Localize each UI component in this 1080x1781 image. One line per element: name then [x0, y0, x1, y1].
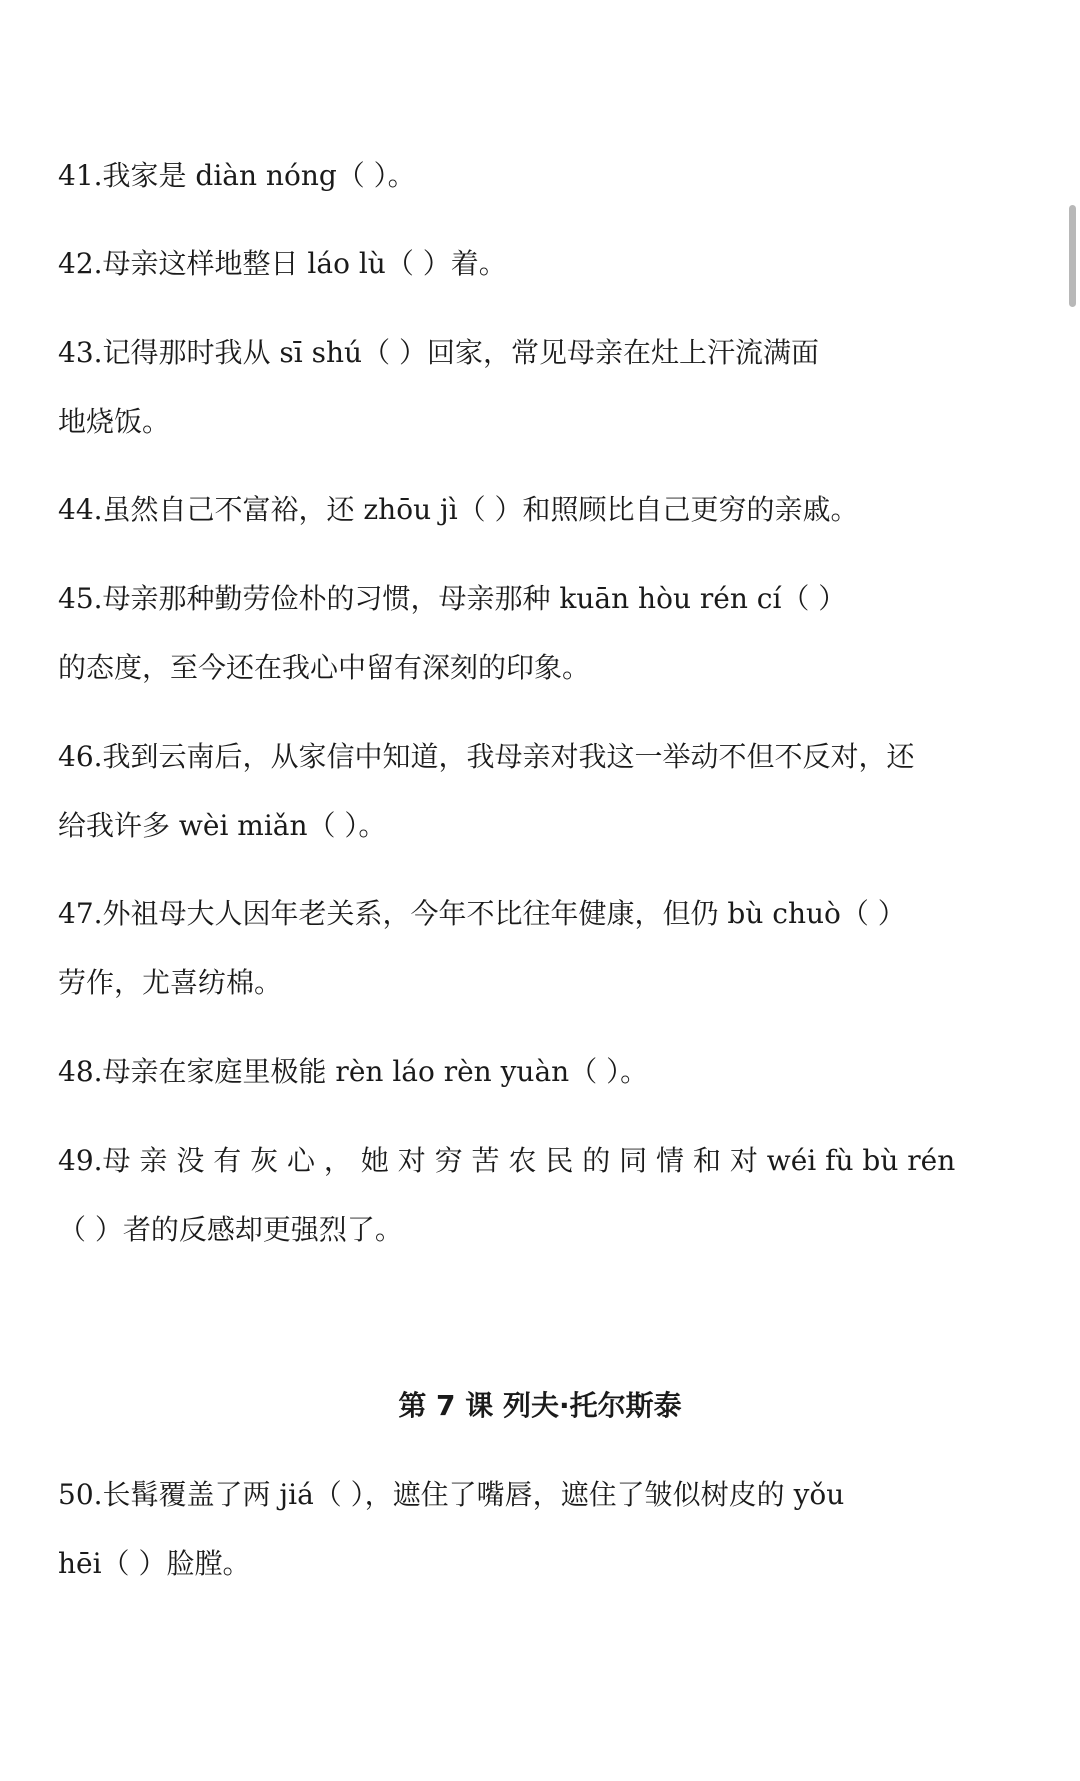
question-49-line-2: （ ）者的反感却更强烈了。 — [58, 1213, 403, 1246]
vertical-scrollbar-thumb[interactable] — [1069, 205, 1076, 307]
question-44-line-1: 44.虽然自己不富裕，还 zhōu jì（ ）和照顾比自己更穷的亲戚。 — [58, 493, 859, 526]
question-43-line-1: 43.记得那时我从 sī shú（ ）回家，常见母亲在灶上汗流满面 — [58, 336, 819, 369]
question-43-line-2: 地烧饭。 — [58, 405, 171, 438]
section-title-lesson-7: 第 7 课 列夫·托尔斯泰 — [398, 1389, 682, 1422]
question-46-line-1: 46.我到云南后，从家信中知道，我母亲对我这一举动不但不反对，还 — [58, 740, 915, 773]
question-47-line-1: 47.外祖母大人因年老关系，今年不比往年健康，但仍 bù chuò（ ） — [58, 897, 906, 930]
question-45-line-1: 45.母亲那种勤劳俭朴的习惯，母亲那种 kuān hòu rén cí（ ） — [58, 582, 847, 615]
question-41-line-1: 41.我家是 diàn nóng（ ）。 — [58, 159, 416, 192]
question-47-line-2: 劳作，尤喜纺棉。 — [58, 966, 283, 999]
question-50-line-1: 50.长髯覆盖了两 jiá（ ），遮住了嘴唇，遮住了皱似树皮的 yǒu — [58, 1478, 845, 1511]
question-49-line-1: 49.母 亲 没 有 灰 心 ， 她 对 穷 苦 农 民 的 同 情 和 对 wéi fù bù rén — [58, 1144, 956, 1177]
question-45-line-2: 的态度，至今还在我心中留有深刻的印象。 — [58, 651, 591, 684]
question-50-line-2: hēi（ ）脸膛。 — [58, 1547, 251, 1580]
question-48-line-1: 48.母亲在家庭里极能 rèn láo rèn yuàn（ ）。 — [58, 1055, 649, 1088]
question-42-line-1: 42.母亲这样地整日 láo lù（ ）着。 — [58, 247, 507, 280]
question-46-line-2: 给我许多 wèi miǎn（ ）。 — [58, 809, 387, 842]
